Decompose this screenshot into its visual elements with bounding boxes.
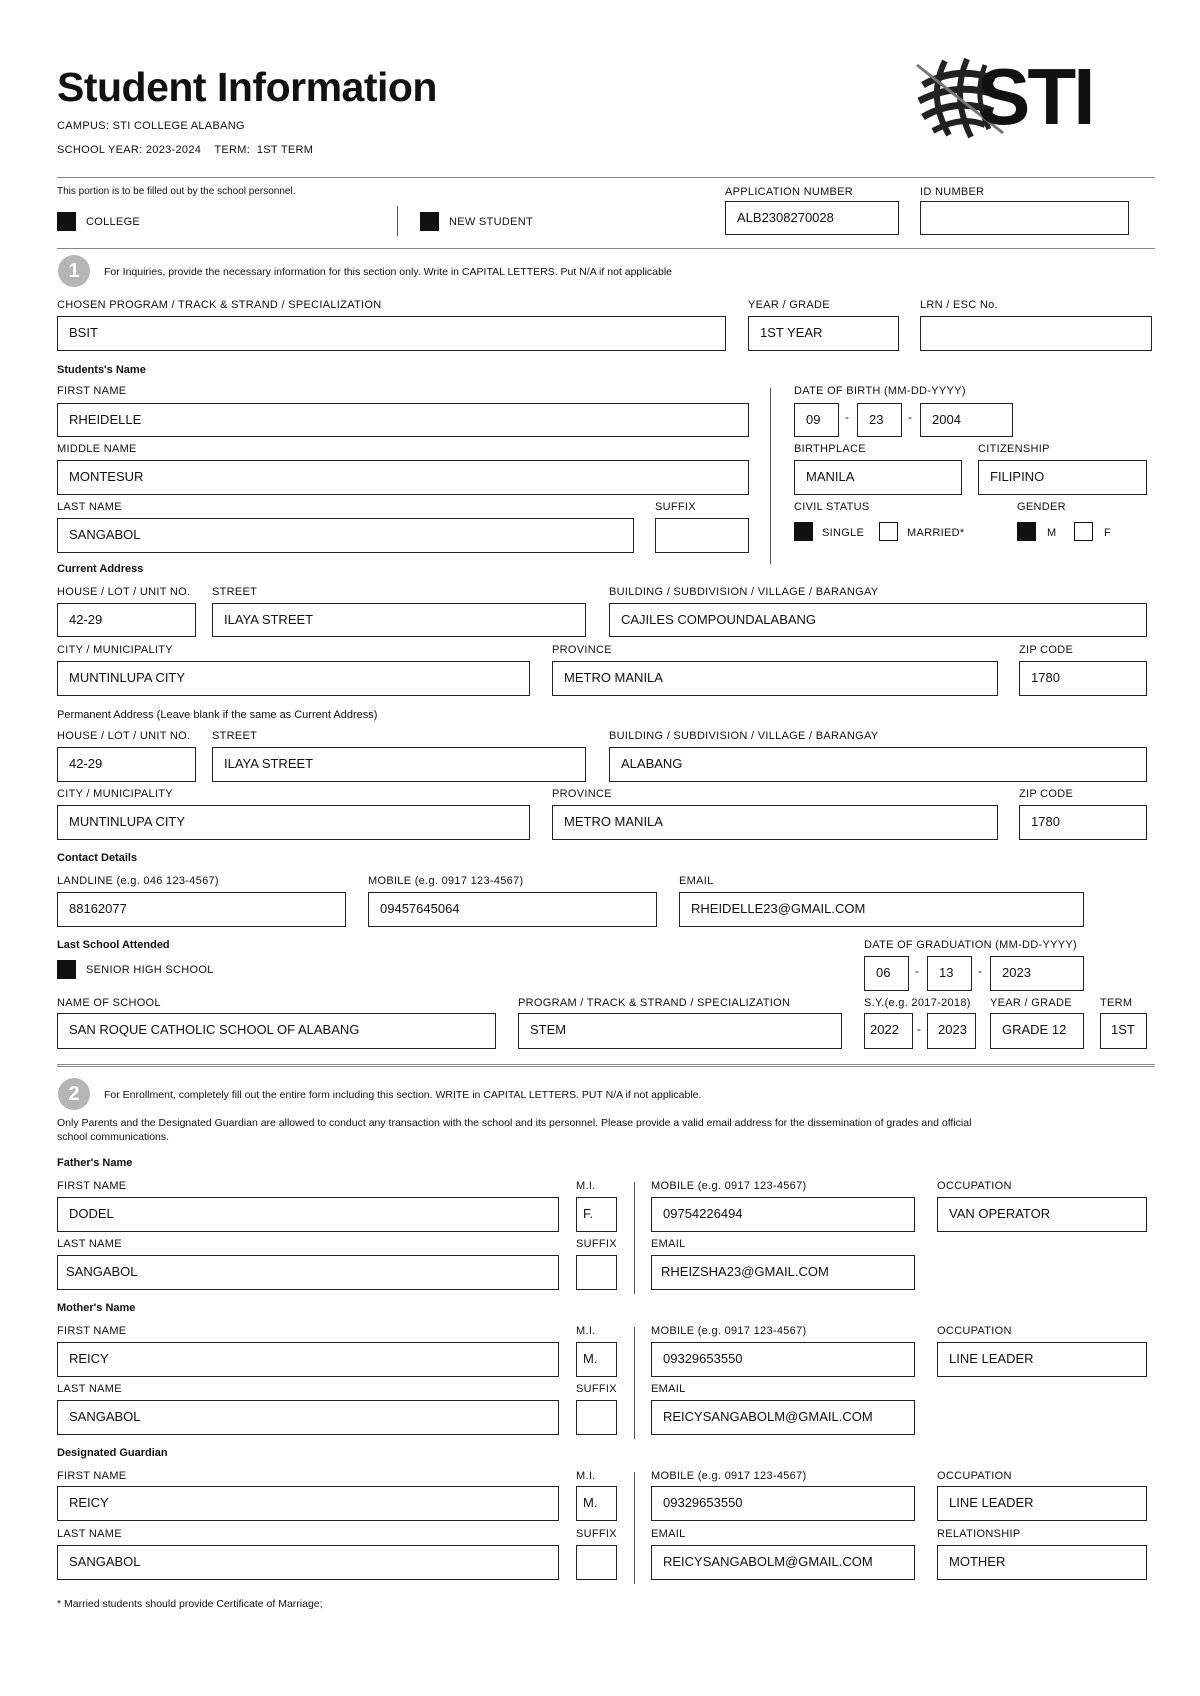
- dob-month-field[interactable]: 09: [794, 403, 839, 437]
- grad-month-field[interactable]: 06: [864, 956, 909, 991]
- divider: [634, 1472, 635, 1584]
- email-label: EMAIL: [651, 1383, 686, 1395]
- landline-field[interactable]: 88162077: [57, 892, 346, 927]
- married-label: MARRIED*: [907, 527, 965, 539]
- program-field[interactable]: BSIT: [57, 316, 726, 351]
- occupation-label: OCCUPATION: [937, 1470, 1012, 1482]
- mi-label: M.I.: [576, 1325, 596, 1337]
- suffix-label: SUFFIX: [576, 1528, 617, 1540]
- prev-program-field[interactable]: STEM: [518, 1013, 842, 1049]
- gender-label: GENDER: [1017, 501, 1066, 513]
- occupation-label: OCCUPATION: [937, 1180, 1012, 1192]
- section-2-notice: Only Parents and the Designated Guardian are allowed to conduct any transaction with the school and its personnel. Please provide a valid email address for the dissemination of grades and official: [57, 1117, 972, 1129]
- single-checkbox[interactable]: [794, 522, 813, 541]
- application-number-label: APPLICATION NUMBER: [725, 186, 854, 198]
- father-first-name-field[interactable]: DODEL: [57, 1197, 559, 1232]
- middle-name-field[interactable]: MONTESUR: [57, 460, 749, 495]
- father-suffix-field[interactable]: [576, 1255, 617, 1290]
- first-name-label: FIRST NAME: [57, 1325, 127, 1337]
- divider: [634, 1182, 635, 1294]
- school-year-label: SCHOOL YEAR: 2023-2024 TERM: 1ST TERM: [57, 144, 314, 156]
- new-student-checkbox[interactable]: [420, 212, 439, 231]
- date-separator: -: [978, 964, 982, 978]
- shs-label: SENIOR HIGH SCHOOL: [86, 964, 214, 976]
- guardian-last-name-field[interactable]: SANGABOL: [57, 1545, 559, 1580]
- city-label: CITY / MUNICIPALITY: [57, 788, 173, 800]
- prev-year-field[interactable]: GRADE 12: [990, 1013, 1084, 1049]
- zip-label: ZIP CODE: [1019, 644, 1074, 656]
- first-name-label: FIRST NAME: [57, 385, 127, 397]
- father-heading: Father's Name: [57, 1157, 133, 1169]
- email-label: EMAIL: [679, 875, 714, 887]
- guardian-occupation-field[interactable]: LINE LEADER: [937, 1486, 1147, 1521]
- date-separator: -: [845, 410, 849, 424]
- landline-label: LANDLINE (e.g. 046 123-4567): [57, 875, 219, 887]
- prev-year-label: YEAR / GRADE: [990, 997, 1072, 1009]
- new-student-label: NEW STUDENT: [449, 216, 533, 228]
- father-mi-field[interactable]: F.: [576, 1197, 617, 1232]
- shs-checkbox[interactable]: [57, 960, 76, 979]
- section-2-instruction: For Enrollment, completely fill out the entire form including this section. WRITE in CAPITAL LETTERS. PUT N/A if not applicable.: [104, 1089, 702, 1101]
- single-label: SINGLE: [822, 527, 865, 539]
- mother-mobile-field[interactable]: 09329653550: [651, 1342, 915, 1377]
- mother-mi-field[interactable]: M.: [576, 1342, 617, 1377]
- guardian-mobile-field[interactable]: 09329653550: [651, 1486, 915, 1521]
- section-2-badge: 2: [58, 1078, 90, 1110]
- grad-year-field[interactable]: 2023: [990, 956, 1084, 991]
- first-name-label: FIRST NAME: [57, 1180, 127, 1192]
- current-house-field[interactable]: 42-29: [57, 603, 196, 637]
- relationship-label: RELATIONSHIP: [937, 1528, 1021, 1540]
- term-field[interactable]: 1ST: [1100, 1013, 1147, 1049]
- application-number-field[interactable]: ALB2308270028: [725, 201, 899, 235]
- birthplace-field[interactable]: MANILA: [794, 460, 962, 495]
- permanent-house-field[interactable]: 42-29: [57, 747, 196, 782]
- permanent-zip-field[interactable]: 1780: [1019, 805, 1147, 840]
- email-field[interactable]: RHEIDELLE23@GMAIL.COM: [679, 892, 1084, 927]
- id-number-label: ID NUMBER: [920, 186, 985, 198]
- suffix-field[interactable]: [655, 518, 749, 553]
- permanent-city-field[interactable]: MUNTINLUPA CITY: [57, 805, 530, 840]
- section-1-badge: 1: [58, 255, 90, 287]
- guardian-mi-field[interactable]: M.: [576, 1486, 617, 1521]
- city-label: CITY / MUNICIPALITY: [57, 644, 173, 656]
- married-checkbox[interactable]: [879, 522, 898, 541]
- first-name-field[interactable]: RHEIDELLE: [57, 403, 749, 437]
- grad-date-label: DATE OF GRADUATION (MM-DD-YYYY): [864, 939, 1077, 951]
- street-label: STREET: [212, 730, 258, 742]
- lrn-field[interactable]: [920, 316, 1152, 351]
- grad-day-field[interactable]: 13: [927, 956, 972, 991]
- mother-heading: Mother's Name: [57, 1302, 136, 1314]
- email-label: EMAIL: [651, 1238, 686, 1250]
- section-2-notice-continued: school communications.: [57, 1131, 170, 1143]
- gender-m-checkbox[interactable]: [1017, 522, 1036, 541]
- divider: [57, 1064, 1155, 1067]
- college-checkbox[interactable]: [57, 212, 76, 231]
- divider: [634, 1327, 635, 1439]
- civil-status-label: CIVIL STATUS: [794, 501, 870, 513]
- current-province-field[interactable]: METRO MANILA: [552, 661, 998, 696]
- last-name-label: LAST NAME: [57, 1238, 122, 1250]
- year-grade-field[interactable]: 1ST YEAR: [748, 316, 899, 351]
- divider: [57, 248, 1155, 249]
- dob-label: DATE OF BIRTH (MM-DD-YYYY): [794, 385, 966, 397]
- contact-details-heading: Contact Details: [57, 852, 138, 864]
- date-separator: -: [917, 1022, 921, 1036]
- current-city-field[interactable]: MUNTINLUPA CITY: [57, 661, 530, 696]
- suffix-label: SUFFIX: [576, 1383, 617, 1395]
- mi-label: M.I.: [576, 1180, 596, 1192]
- prev-program-label: PROGRAM / TRACK & STRAND / SPECIALIZATION: [518, 997, 791, 1009]
- permanent-province-field[interactable]: METRO MANILA: [552, 805, 998, 840]
- mother-first-name-field[interactable]: REICY: [57, 1342, 559, 1377]
- date-separator: -: [908, 410, 912, 424]
- citizenship-label: CITIZENSHIP: [978, 443, 1050, 455]
- citizenship-field[interactable]: FILIPINO: [978, 460, 1147, 495]
- guardian-first-name-field[interactable]: REICY: [57, 1486, 559, 1521]
- province-label: PROVINCE: [552, 644, 612, 656]
- campus-label: CAMPUS: STI COLLEGE ALABANG: [57, 120, 245, 132]
- dob-day-field[interactable]: 23: [857, 403, 902, 437]
- occupation-label: OCCUPATION: [937, 1325, 1012, 1337]
- personnel-note: This portion is to be filled out by the school personnel.: [57, 186, 296, 197]
- guardian-heading: Designated Guardian: [57, 1447, 168, 1459]
- id-number-field[interactable]: [920, 201, 1129, 235]
- school-name-field[interactable]: SAN ROQUE CATHOLIC SCHOOL OF ALABANG: [57, 1013, 496, 1049]
- school-name-label: NAME OF SCHOOL: [57, 997, 161, 1009]
- current-zip-field[interactable]: 1780: [1019, 661, 1147, 696]
- page-title: Student Information: [57, 64, 437, 110]
- current-building-field[interactable]: CAJILES COMPOUNDALABANG: [609, 603, 1147, 637]
- building-label: BUILDING / SUBDIVISION / VILLAGE / BARANGAY: [609, 730, 879, 742]
- year-grade-label: YEAR / GRADE: [748, 299, 830, 311]
- father-mobile-field[interactable]: 09754226494: [651, 1197, 915, 1232]
- father-last-name-field[interactable]: SANGABOL: [57, 1255, 559, 1290]
- college-label: COLLEGE: [86, 216, 141, 228]
- house-label: HOUSE / LOT / UNIT NO.: [57, 586, 191, 598]
- last-name-label: LAST NAME: [57, 1383, 122, 1395]
- mother-suffix-field[interactable]: [576, 1400, 617, 1435]
- mobile-label: MOBILE (e.g. 0917 123-4567): [651, 1325, 807, 1337]
- suffix-label: SUFFIX: [655, 501, 696, 513]
- lrn-label: LRN / ESC No.: [920, 299, 998, 311]
- current-address-heading: Current Address: [57, 563, 144, 575]
- guardian-email-field[interactable]: REICYSANGABOLM@GMAIL.COM: [651, 1545, 915, 1580]
- gender-m-label: M: [1047, 527, 1057, 539]
- permanent-street-field[interactable]: ILAYA STREET: [212, 747, 586, 782]
- footnote: * Married students should provide Certificate of Marriage;: [57, 1598, 323, 1610]
- mobile-label: MOBILE (e.g. 0917 123-4567): [368, 875, 524, 887]
- sti-logo: [915, 52, 1115, 141]
- suffix-label: SUFFIX: [576, 1238, 617, 1250]
- middle-name-label: MIDDLE NAME: [57, 443, 137, 455]
- guardian-relationship-field[interactable]: MOTHER: [937, 1545, 1147, 1580]
- permanent-address-heading: Permanent Address (Leave blank if the same as Current Address): [57, 709, 378, 721]
- mother-email-field[interactable]: REICYSANGABOLM@GMAIL.COM: [651, 1400, 915, 1435]
- mobile-field[interactable]: 09457645064: [368, 892, 657, 927]
- mi-label: M.I.: [576, 1470, 596, 1482]
- program-label: CHOSEN PROGRAM / TRACK & STRAND / SPECIALIZATION: [57, 299, 382, 311]
- divider: [57, 177, 1155, 178]
- students-name-heading: Students's Name: [57, 364, 146, 376]
- date-separator: -: [915, 964, 919, 978]
- first-name-label: FIRST NAME: [57, 1470, 127, 1482]
- father-email-field[interactable]: RHEIZSHA23@GMAIL.COM: [651, 1255, 915, 1290]
- section-1-instruction: For Inquiries, provide the necessary information for this section only. Write in CAPITAL LETTERS. Put N/A if not applicable: [104, 266, 673, 278]
- gender-f-label: F: [1104, 527, 1112, 539]
- guardian-suffix-field[interactable]: [576, 1545, 617, 1580]
- email-label: EMAIL: [651, 1528, 686, 1540]
- house-label: HOUSE / LOT / UNIT NO.: [57, 730, 191, 742]
- sy-to-field[interactable]: 2023: [927, 1013, 976, 1049]
- birthplace-label: BIRTHPLACE: [794, 443, 866, 455]
- last-name-field[interactable]: SANGABOL: [57, 518, 634, 553]
- last-name-label: LAST NAME: [57, 501, 122, 513]
- province-label: PROVINCE: [552, 788, 612, 800]
- zip-label: ZIP CODE: [1019, 788, 1074, 800]
- last-name-label: LAST NAME: [57, 1528, 122, 1540]
- dob-year-field[interactable]: 2004: [920, 403, 1013, 437]
- mother-last-name-field[interactable]: SANGABOL: [57, 1400, 559, 1435]
- street-label: STREET: [212, 586, 258, 598]
- mother-occupation-field[interactable]: LINE LEADER: [937, 1342, 1147, 1377]
- mobile-label: MOBILE (e.g. 0917 123-4567): [651, 1180, 807, 1192]
- sy-label: S.Y.(e.g. 2017-2018): [864, 997, 971, 1009]
- building-label: BUILDING / SUBDIVISION / VILLAGE / BARANGAY: [609, 586, 879, 598]
- mobile-label: MOBILE (e.g. 0917 123-4567): [651, 1470, 807, 1482]
- last-school-heading: Last School Attended: [57, 939, 170, 951]
- gender-f-checkbox[interactable]: [1074, 522, 1093, 541]
- sti-logo-text: STI: [977, 52, 1093, 141]
- father-occupation-field[interactable]: VAN OPERATOR: [937, 1197, 1147, 1232]
- divider: [397, 206, 398, 236]
- sy-from-field[interactable]: 2022: [864, 1013, 913, 1049]
- permanent-building-field[interactable]: ALABANG: [609, 747, 1147, 782]
- term-label: TERM: [1100, 997, 1133, 1009]
- divider: [770, 388, 771, 564]
- current-street-field[interactable]: ILAYA STREET: [212, 603, 586, 637]
